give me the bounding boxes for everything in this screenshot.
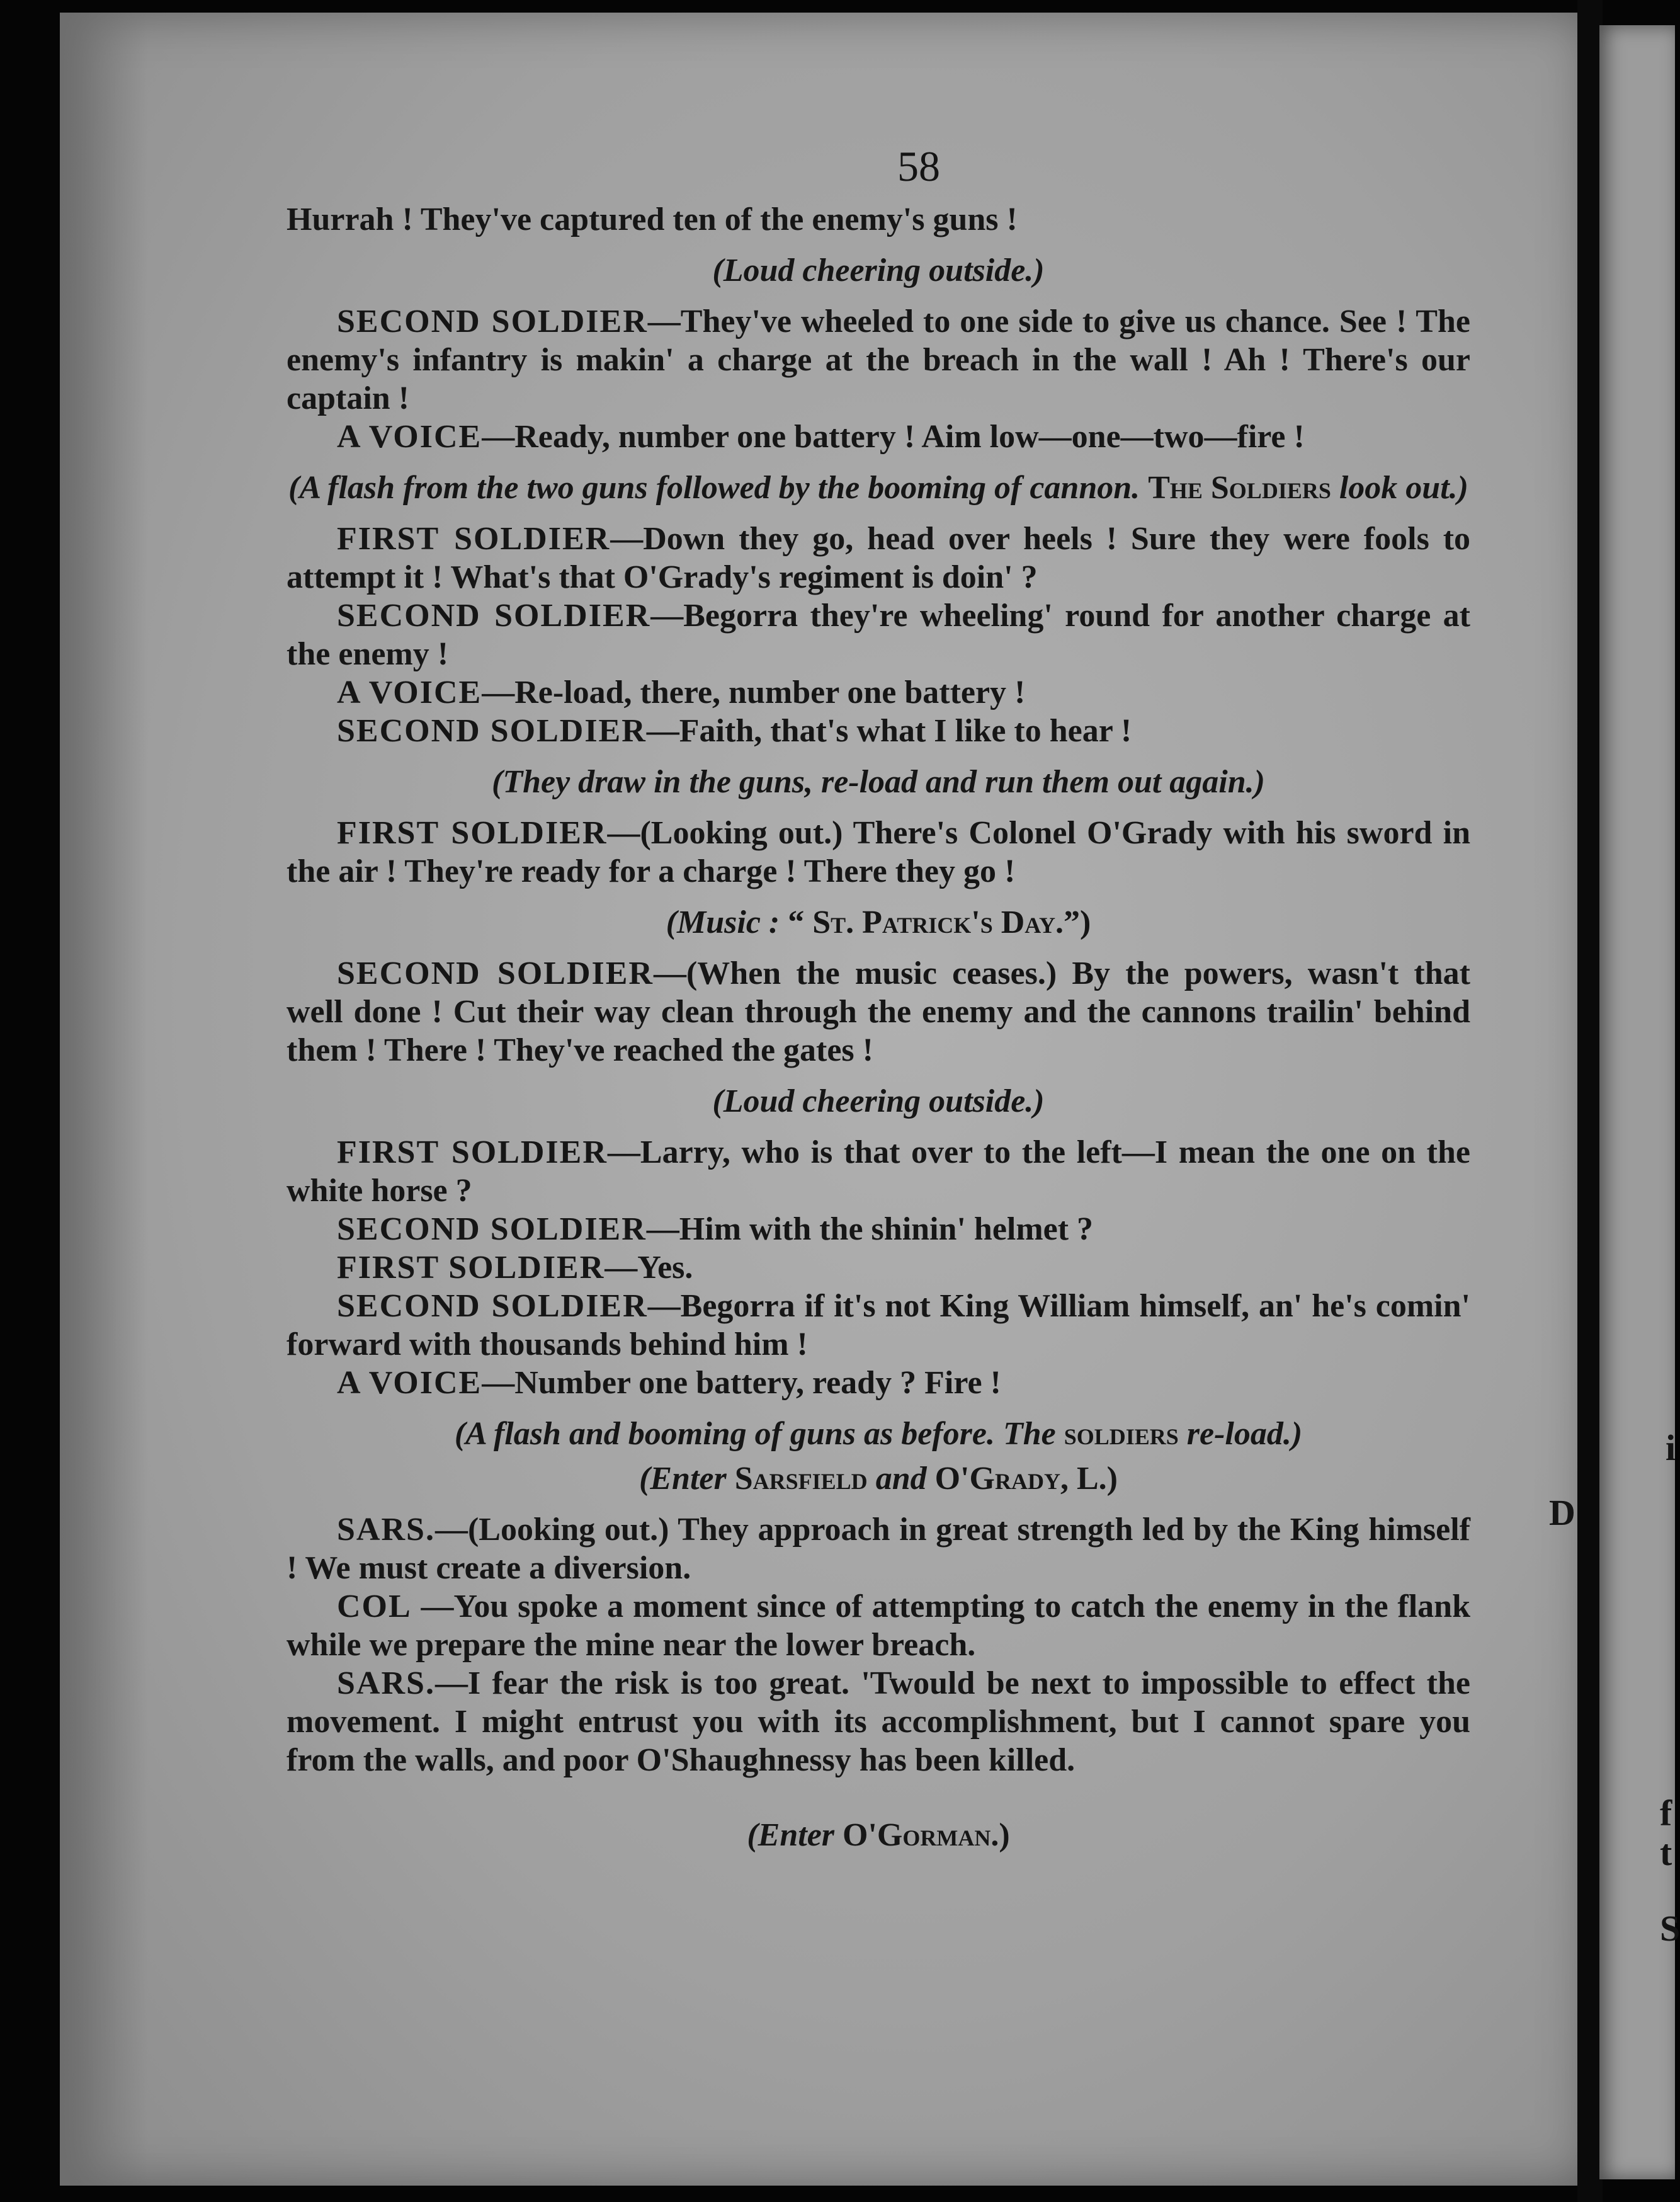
book-gutter [1577, 0, 1603, 2202]
stage-direction-text: (Music : [666, 904, 780, 940]
speaker-name: FIRST SOLDIER [337, 521, 611, 557]
stage-direction-text: (A flash and booming of guns as before. The [454, 1416, 1056, 1452]
stage-direction [287, 1415, 1470, 1453]
speech-text: —Down they go, head over heels ! Sure they were fools to attempt it ! What's that O'Grady's regiment is doin' ? [287, 521, 1471, 595]
facing-page-fragment: t [1660, 1832, 1672, 1873]
stage-direction-text: look out.) [1339, 470, 1468, 506]
speech-text: —Number one battery, ready ? Fire ! [482, 1365, 1001, 1401]
dialogue-line [287, 712, 1470, 750]
speech-text: —Larry, who is that over to the left—I mean the one on the white horse ? [287, 1134, 1470, 1209]
speech-text: —Re-load, there, number one battery ! [482, 675, 1026, 710]
facing-page-fragment: f [1660, 1793, 1672, 1834]
speech-text: —Yes. [604, 1250, 693, 1286]
stage-direction-text: (Enter [639, 1461, 727, 1497]
facing-page-fragment: D [1549, 1492, 1575, 1533]
dialogue-line [287, 1364, 1470, 1402]
speaker-name: A VOICE [337, 419, 482, 455]
speaker-name: A VOICE [337, 675, 482, 710]
stage-direction [287, 1459, 1470, 1498]
speech-text: —Him with the shinin' helmet ? [646, 1211, 1094, 1247]
dialogue-line [287, 1287, 1470, 1364]
dialogue-line [287, 1510, 1470, 1587]
character-name: O'Gorman.) [843, 1817, 1010, 1853]
facing-page-fragment: i [1666, 1427, 1676, 1468]
speaker-name: SECOND SOLDIER [337, 304, 648, 339]
song-title: “ St. Patrick's Day.”) [788, 904, 1091, 940]
dialogue-line [287, 1664, 1470, 1779]
page-shadow [60, 13, 148, 2186]
speech-text: —Ready, number one battery ! Aim low—one—two—fire ! [482, 419, 1305, 455]
stage-direction-text: (Enter [747, 1817, 835, 1853]
speaker-name: SECOND SOLDIER [337, 598, 651, 634]
speech-text: —Begorra they're wheeling' round for another charge at the enemy ! [287, 598, 1470, 672]
dialogue-line [287, 954, 1470, 1070]
speaker-name: SARS. [337, 1512, 435, 1548]
dialogue-line [287, 814, 1470, 891]
speech-text: —They've wheeled to one side to give us chance. See ! The enemy's infantry is makin' a charge at the breach in the wall ! Ah ! There's our captain ! [287, 304, 1470, 416]
stage-direction [287, 469, 1470, 507]
speech-text: —You spoke a moment since of attempting to catch the enemy in the flank while we prepare the mine near the lower breach. [287, 1589, 1470, 1663]
dialogue-line [287, 673, 1470, 712]
speaker-name: SARS. [337, 1665, 435, 1701]
speech-text: —(Looking out.) They approach in great strength led by the King himself ! We must create a diversion. [287, 1512, 1470, 1586]
speaker-name: SECOND SOLDIER [337, 1288, 648, 1324]
facing-page-fragment: S [1660, 1908, 1680, 1949]
dialogue-line [287, 1587, 1470, 1664]
stage-direction-text: re-load.) [1186, 1416, 1303, 1452]
speaker-name: COL [337, 1589, 412, 1624]
speaker-name: FIRST SOLDIER [337, 1134, 608, 1170]
speech-text: —(When the music ceases.) By the powers, wasn't that well done ! Cut their way clean through the enemy and the cannons trailin' behind them ! There ! They've reached the gates ! [287, 956, 1470, 1068]
stage-direction [287, 903, 1470, 942]
dialogue-line [287, 302, 1470, 418]
stage-direction: (Loud cheering outside.) [712, 1083, 1045, 1119]
character-name: Sarsfield [734, 1461, 868, 1497]
stage-direction-names: The Soldiers [1148, 470, 1331, 506]
dialogue-line [287, 520, 1470, 596]
speaker-name: A VOICE [337, 1365, 482, 1401]
play-text [287, 200, 1470, 1887]
speech-text: —I fear the risk is too great. 'Twould be next to impossible to effect the movement. I might entrust you with its accomplishment, but I cannot spare you from the walls, and poor O'Shaughnessy has been killed. [287, 1665, 1470, 1778]
page-number: 58 [897, 142, 940, 190]
character-name: O'Grady, L.) [934, 1461, 1118, 1497]
stage-direction [287, 1816, 1470, 1854]
facing-page [1549, 25, 1680, 2179]
dialogue-line [287, 418, 1470, 456]
dialogue-line [287, 596, 1470, 673]
speaker-name: FIRST SOLDIER [337, 1250, 605, 1286]
stage-direction: (Loud cheering outside.) [712, 253, 1045, 288]
speaker-name: SECOND SOLDIER [337, 1211, 647, 1247]
speaker-name: SECOND SOLDIER [337, 713, 647, 749]
dialogue-line: Hurrah ! They've captured ten of the enemy's guns ! [287, 202, 1018, 237]
stage-direction-text: (A flash from the two guns followed by the booming of cannon. [288, 470, 1140, 506]
stage-direction: (They draw in the guns, re-load and run them out again.) [492, 764, 1265, 800]
dialogue-line [287, 1133, 1470, 1210]
dialogue-line [287, 1248, 1470, 1287]
stage-direction-text: and [875, 1461, 927, 1497]
speaker-name: SECOND SOLDIER [337, 956, 654, 991]
speech-text: —(Looking out.) There's Colonel O'Grady with his sword in the air ! They're ready for a charge ! There they go ! [287, 815, 1470, 889]
stage-direction-names: soldiers [1064, 1416, 1179, 1452]
speech-text: —Faith, that's what I like to hear ! [646, 713, 1132, 749]
dialogue-line [287, 1210, 1470, 1248]
speaker-name: FIRST SOLDIER [337, 815, 608, 851]
speech-text: —Begorra if it's not King William himself, an' he's comin' forward with thousands behind him ! [287, 1288, 1470, 1362]
